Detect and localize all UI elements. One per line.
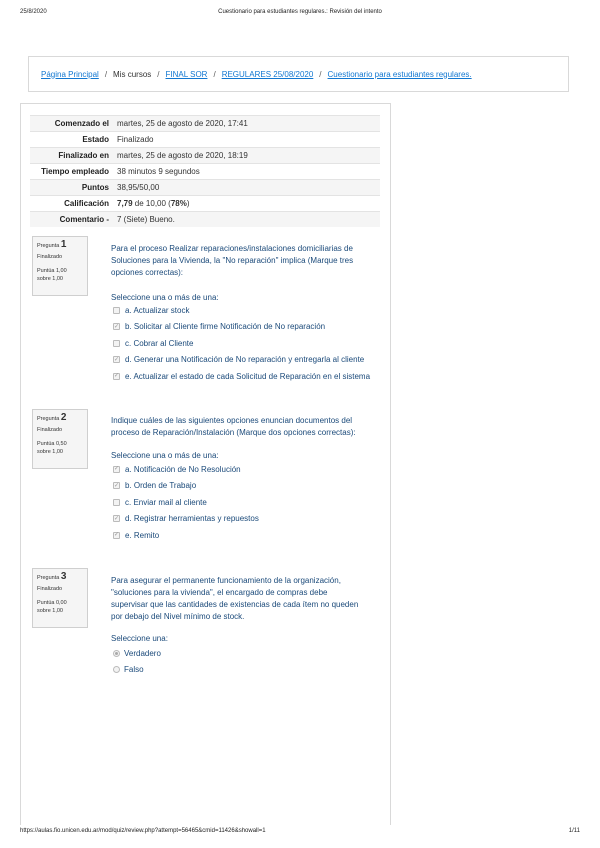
summary-value: martes, 25 de agosto de 2020, 18:19: [113, 148, 380, 164]
summary-row: [30, 132, 380, 148]
summary-value: Finalizado: [113, 132, 380, 148]
question-state: Finalizado: [37, 427, 63, 433]
print-footer: [20, 828, 580, 834]
answer-option: c. Enviar mail al cliente: [113, 494, 259, 511]
breadcrumb-separator: /: [104, 69, 108, 79]
question-state: Finalizado: [37, 254, 63, 260]
breadcrumb-home-link[interactable]: Página Principal: [41, 69, 99, 79]
question-3-prompt: Seleccione una:: [111, 634, 168, 643]
radio-selected-dot: [115, 652, 118, 655]
print-url: https://aulas.fio.unicen.edu.ar/mod/quiz/review.php?attempt=56465&cmid=11426&showall=1: [20, 828, 266, 834]
checkbox[interactable]: [113, 340, 120, 347]
breadcrumb-separator: /: [213, 69, 216, 79]
summary-row: [30, 116, 380, 132]
summary-label: Comentario -: [30, 212, 113, 228]
question-1-info: [32, 236, 88, 296]
answer-option: a. Actualizar stock: [113, 302, 370, 319]
answer-option: Verdadero: [113, 645, 161, 662]
question-3-options: [113, 645, 161, 678]
answer-option: ✓ b. Orden de Trabajo: [113, 481, 197, 491]
summary-value: [113, 196, 380, 212]
answer-option: c. Cobrar al Cliente: [113, 335, 370, 352]
summary-label: Tiempo empleado: [30, 164, 113, 180]
summary-row: [30, 180, 380, 196]
question-2-text: Indique cuáles de las siguientes opciones enuncian documentos del proceso de Reparación/Instalación (Marque dos opciones correctas):: [111, 416, 356, 437]
question-number: Pregunta 2: [37, 412, 67, 423]
checkbox[interactable]: [113, 499, 120, 506]
checkbox[interactable]: ✓: [113, 515, 120, 522]
answer-option: ✓ a. Notificación de No Resolución: [113, 464, 241, 474]
print-title: Cuestionario para estudiantes regulares.: Revisión del intento: [218, 9, 382, 15]
question-2-prompt: Seleccione una o más de una:: [111, 451, 219, 460]
print-page-number: 1/11: [568, 828, 580, 834]
summary-label: Estado: [30, 132, 113, 148]
checkbox[interactable]: ✓: [113, 323, 120, 330]
summary-row: [30, 148, 380, 164]
breadcrumb-my-courses: Mis cursos: [113, 69, 152, 79]
answer-option: ✓ e. Actualizar el estado de cada Solicitud de Reparación en el sistema: [113, 371, 371, 381]
question-grade: Puntúa 0,50 sobre 1,00: [37, 441, 67, 455]
question-2-options: [113, 461, 259, 544]
summary-row: [30, 212, 380, 228]
summary-label: Puntos: [30, 180, 113, 196]
answer-option: ✓ e. Remito: [113, 530, 160, 540]
summary-label: Calificación: [30, 196, 113, 212]
answer-option: ✓ b. Solicitar al Cliente firme Notificación de No reparación: [113, 322, 326, 332]
summary-value: 38 minutos 9 segundos: [113, 164, 380, 180]
question-1-options: [113, 302, 370, 385]
question-3-info: [32, 568, 88, 628]
print-date: 25/8/2020: [20, 9, 47, 15]
radio-button[interactable]: [113, 650, 120, 657]
question-2-info: [32, 409, 88, 469]
summary-label: Comenzado el: [30, 116, 113, 132]
checkbox[interactable]: ✓: [113, 373, 120, 380]
grade-max: de 10,00 (: [132, 199, 171, 208]
summary-row: [30, 164, 380, 180]
checkbox[interactable]: ✓: [113, 532, 120, 539]
summary-value: 38,95/50,00: [113, 180, 380, 196]
grade-close: ): [186, 199, 190, 208]
attempt-summary-table: [30, 115, 380, 227]
answer-option: ✓ d. Registrar herramientas y repuestos: [113, 514, 259, 524]
question-state: Finalizado: [37, 586, 63, 592]
breadcrumb-section-link[interactable]: REGULARES 25/08/2020: [221, 69, 314, 79]
breadcrumb-separator: /: [319, 69, 322, 79]
summary-value: 7 (Siete) Bueno.: [113, 212, 380, 228]
summary-value: martes, 25 de agosto de 2020, 17:41: [113, 116, 380, 132]
question-number: Pregunta 3: [37, 571, 67, 582]
question-grade: Puntúa 0,00 sobre 1,00: [37, 600, 67, 614]
summary-row: [30, 196, 380, 212]
question-number: Pregunta 1: [37, 239, 67, 250]
question-1-prompt: Seleccione una o más de una:: [111, 293, 219, 302]
question-1-text: Para el proceso Realizar reparaciones/instalaciones domiciliarias de Soluciones para la Vivienda, la "No reparación" implica (Marque tres opciones correctas):: [111, 244, 354, 277]
breadcrumb-separator: /: [157, 69, 160, 79]
grade-value: 7,79: [117, 199, 133, 208]
answer-option: Falso: [113, 662, 161, 679]
checkbox[interactable]: ✓: [113, 466, 120, 473]
question-grade: Puntúa 1,00 sobre 1,00: [37, 268, 67, 282]
checkbox[interactable]: ✓: [113, 356, 120, 363]
summary-label: Finalizado en: [30, 148, 113, 164]
radio-button[interactable]: [113, 666, 120, 673]
checkbox[interactable]: ✓: [113, 482, 120, 489]
grade-percent: 78%: [170, 199, 187, 208]
breadcrumb-course-link[interactable]: FINAL SOR: [165, 69, 208, 79]
breadcrumb: [28, 56, 569, 92]
question-3-text: Para asegurar el permanente funcionamiento de la organización, "soluciones para la vivienda", el encargado de compras debe supervisar que las cantidades de existencias de cada ítem no queden por debajo del Nivel mínimo de stock.: [111, 576, 359, 621]
checkbox[interactable]: [113, 307, 120, 314]
answer-option: ✓ d. Generar una Notificación de No reparación y entregarla al cliente: [113, 355, 365, 365]
breadcrumb-quiz-link[interactable]: Cuestionario para estudiantes regulares.: [327, 69, 472, 79]
